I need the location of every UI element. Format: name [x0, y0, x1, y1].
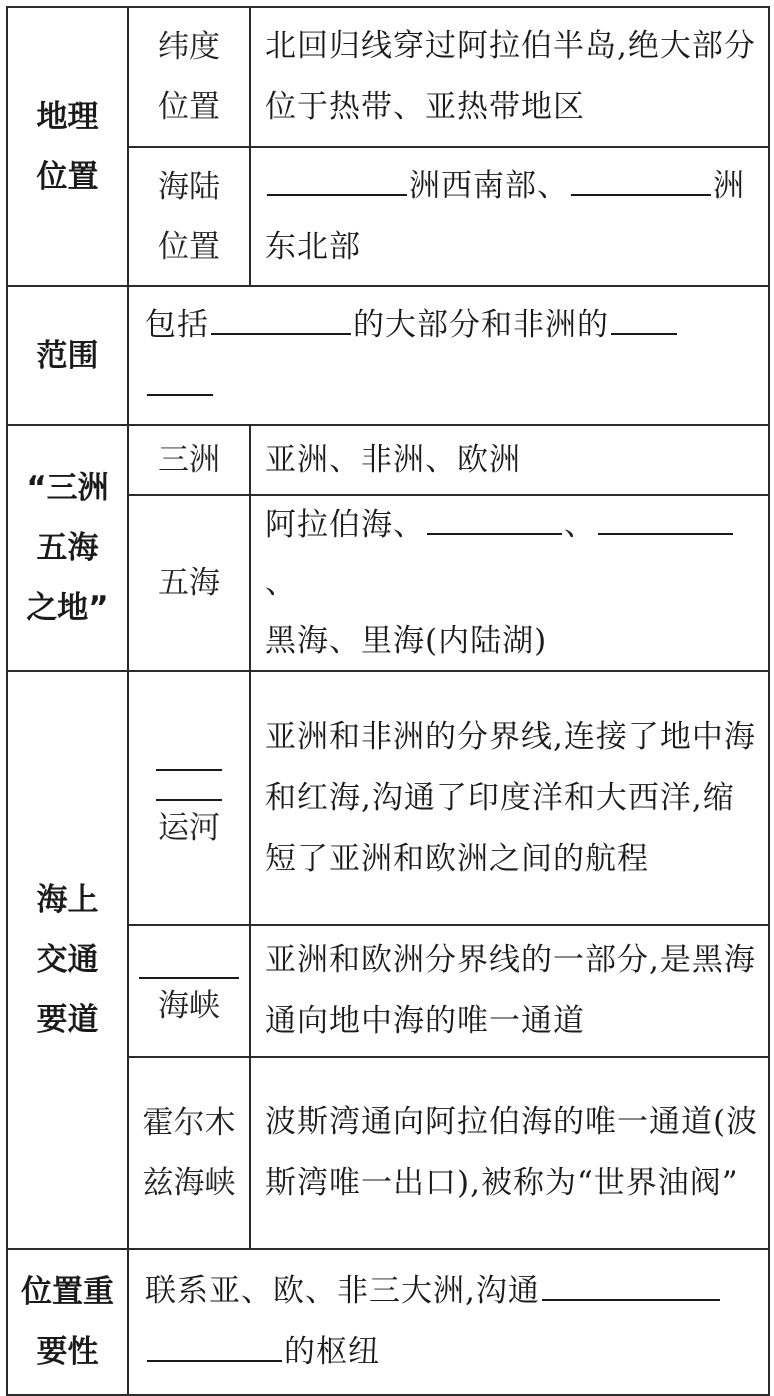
knowledge-table-wrapper — [6, 6, 768, 1370]
label-canal: 运河 — [158, 810, 220, 846]
label-importance: 位置重要性 — [7, 1249, 128, 1395]
blank-continent-1[interactable] — [267, 166, 407, 196]
text-scope-part1: 包括 — [145, 306, 209, 343]
blank-scope-2a[interactable] — [611, 305, 677, 335]
row-latitude — [7, 7, 769, 147]
text-three-continents: 亚洲、非洲、欧洲 — [250, 425, 769, 495]
cell-strait-label — [128, 925, 250, 1057]
text-hormuz: 波斯湾通向阿拉伯海的唯一通道(波斯湾唯一出口),被称为“世界油阀” — [250, 1057, 769, 1249]
row-importance — [7, 1249, 769, 1395]
label-latitude: 纬度位置 — [128, 7, 250, 147]
blank-scope-2b[interactable] — [147, 366, 213, 396]
blank-canal-2[interactable] — [156, 771, 222, 801]
text-importance — [128, 1249, 769, 1395]
text-importance-part2: 的枢纽 — [284, 1334, 380, 1370]
row-canal — [7, 671, 769, 925]
label-geo-location: 地理位置 — [7, 7, 128, 286]
row-three-continents — [7, 425, 769, 495]
label-maritime-route: 海上交通要道 — [7, 671, 128, 1249]
label-three-continents-five-seas: “三洲五海之地” — [7, 425, 128, 671]
text-scope — [128, 286, 769, 425]
label-scope: 范围 — [7, 286, 128, 425]
text-scope-part2: 的大部分和非洲的 — [353, 306, 609, 343]
text-five-seas-part2: 、 — [564, 507, 596, 543]
blank-strait[interactable] — [139, 949, 239, 979]
text-sea-land-part2: 洲 — [713, 167, 745, 204]
blank-sea-2[interactable] — [598, 505, 733, 535]
knowledge-table — [6, 6, 770, 1396]
text-latitude: 北回归线穿过阿拉伯半岛,绝大部分位于热带、亚热带地区 — [250, 7, 769, 147]
blank-sea-1[interactable] — [427, 505, 562, 535]
label-hormuz: 霍尔木兹海峡 — [128, 1057, 250, 1249]
blank-continent-2[interactable] — [571, 166, 711, 196]
text-five-seas-part4: 黑海、里海(内陆湖) — [265, 623, 548, 659]
text-sea-land — [250, 147, 769, 286]
label-sea-land: 海陆位置 — [128, 147, 250, 286]
text-five-seas-part3: 、 — [265, 565, 297, 601]
label-three-continents: 三洲 — [128, 425, 250, 495]
text-five-seas-part1: 阿拉伯海、 — [265, 507, 425, 543]
row-scope — [7, 286, 769, 425]
text-sea-land-part3: 东北部 — [265, 228, 361, 265]
text-sea-land-part1: 洲西南部、 — [409, 167, 569, 204]
blank-importance-1[interactable] — [542, 1271, 720, 1301]
blank-scope-1[interactable] — [211, 305, 351, 335]
cell-canal-label — [128, 671, 250, 925]
blank-importance-2[interactable] — [147, 1332, 282, 1362]
blank-canal-1[interactable] — [156, 741, 222, 771]
text-canal: 亚洲和非洲的分界线,连接了地中海和红海,沟通了印度洋和大西洋,缩短了亚洲和欧洲之间的航程 — [250, 671, 769, 925]
label-five-seas: 五海 — [128, 495, 250, 671]
text-importance-part1: 联系亚、欧、非三大洲,沟通 — [145, 1273, 540, 1309]
text-strait: 亚洲和欧洲分界线的一部分,是黑海通向地中海的唯一通道 — [250, 925, 769, 1057]
label-strait: 海峡 — [158, 988, 220, 1024]
text-five-seas — [250, 495, 769, 671]
